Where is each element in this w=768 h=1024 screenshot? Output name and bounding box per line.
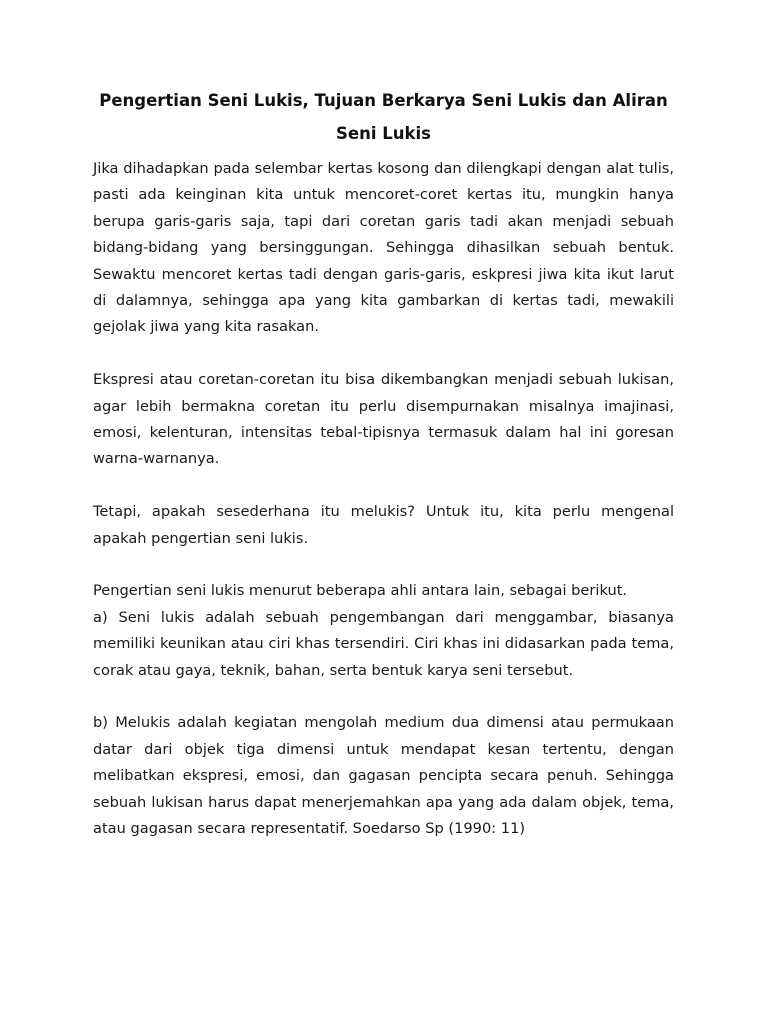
paragraph-ekspresi: Ekspresi atau coretan-coretan itu bisa dikembangkan menjadi sebuah lukisan, agar lebih bermakna coretan itu perlu disempurnakan misalnya imajinasi, emosi, kelenturan, intensitas tebal-tipisnya termasuk dalam hal ini goresan warna-warnanya. xyxy=(93,371,674,468)
spacer xyxy=(93,341,674,367)
document-title: Pengertian Seni Lukis, Tujuan Berkarya Seni Lukis dan Aliran Seni Lukis xyxy=(99,91,668,143)
spacer xyxy=(93,684,674,710)
paragraph-intro: Jika dihadapkan pada selembar kertas kosong dan dilengkapi dengan alat tulis, pasti ada keinginan kita untuk mencoret-coret kertas itu, mungkin hanya berupa garis-garis saja, tapi dari coretan garis tadi akan menjadi sebuah bidang-bidang yang bersinggungan. Sehingga dihasilkan sebuah bentuk. Sewaktu mencoret kertas tadi dengan garis-garis, eskpresi jiwa kita ikut larut di dalamnya, sehingga apa yang kita gambarkan di kertas tadi, mewakili gejolak jiwa yang kita rasakan. xyxy=(93,160,674,336)
document-page xyxy=(93,84,674,843)
paragraph-definitions-lead: Pengertian seni lukis menurut beberapa ahli antara lain, sebagai berikut. xyxy=(93,582,628,600)
spacer xyxy=(93,552,674,578)
paragraph-question: Tetapi, apakah sesederhana itu melukis? Untuk itu, kita perlu mengenal apakah pengertian seni lukis. xyxy=(93,503,674,547)
spacer xyxy=(93,473,674,499)
paragraph-definition-b: b) Melukis adalah kegiatan mengolah medium dua dimensi atau permukaan datar dari objek tiga dimensi untuk mendapat kesan tertentu, dengan melibatkan ekspresi, emosi, dan gagasan pencipta secara penuh. Sehingga sebuah lukisan harus dapat menerjemahkan apa yang ada dalam objek, tema, atau gagasan secara representatif. Soedarso Sp (1990: 11) xyxy=(93,714,674,838)
paragraph-definition-a: a) Seni lukis adalah sebuah pengembangan dari menggambar, biasanya memiliki keunikan atau ciri khas tersendiri. Ciri khas ini didasarkan pada tema, corak atau gaya, teknik, bahan, serta bentuk karya seni tersebut. xyxy=(93,608,674,679)
